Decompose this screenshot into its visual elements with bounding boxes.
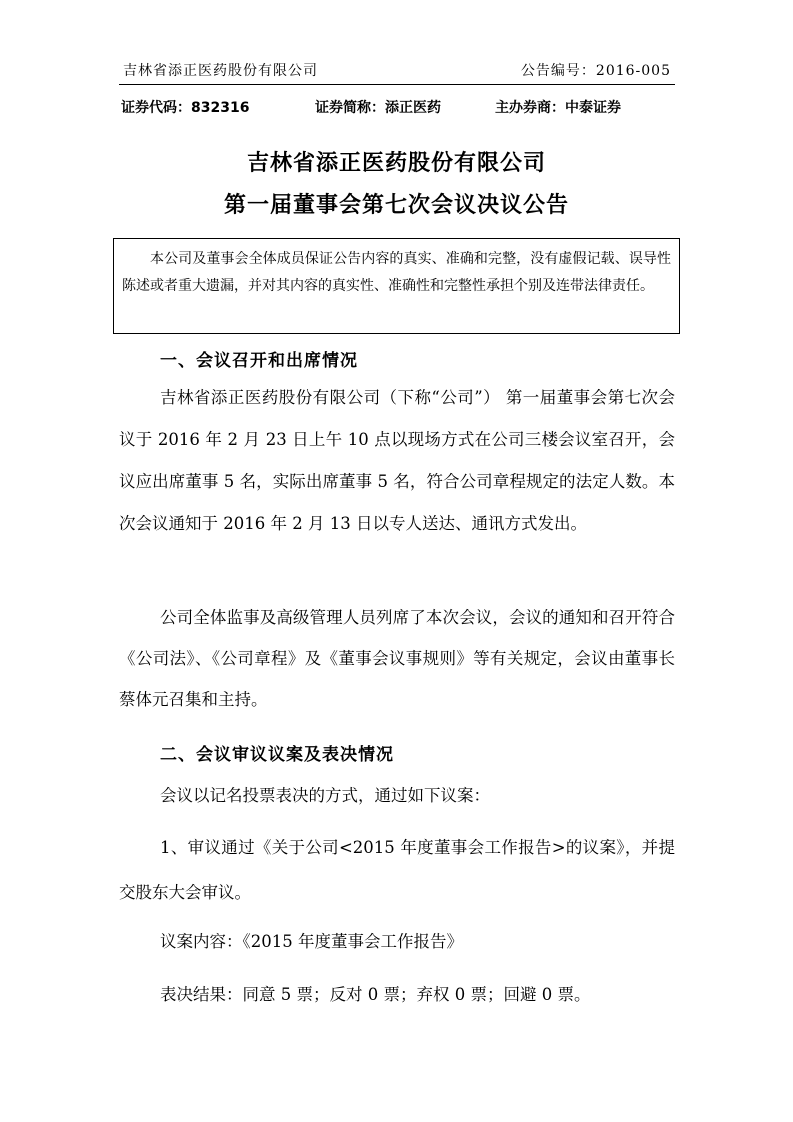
sponsor-broker: 主办券商：中泰证券	[495, 100, 621, 116]
vote-result: 表决结果：同意 5 票；反对 0 票；弃权 0 票；回避 0 票。	[160, 985, 591, 1004]
header-company: 吉林省添正医药股份有限公司	[123, 63, 318, 79]
header-notice-number: 公告编号：2016-005	[520, 63, 671, 79]
securities-code: 证券代码：832316	[121, 100, 250, 116]
section1-heading: 一、会议召开和出席情况	[160, 351, 358, 371]
section1-paragraph-1: 吉林省添正医药股份有限公司（下称“公司”） 第一届董事会第七次会议于 2016 年 2 月 23 日上午 10 点以现场方式在公司三楼会议室召开，会议应出席董事 5 名，实际出席董事 5 名，符合公司章程规定的法定人数。本次会议通知于 2016 年 2 月 13 日以专人送达、通讯方式发出。	[119, 388, 675, 533]
motion-content: 议案内容：《2015 年度董事会工作报告》	[160, 932, 463, 951]
disclaimer-box: 本公司及董事会全体成员保证公告内容的真实、准确和完整，没有虚假记载、误导性陈述或者重大遗漏，并对其内容的真实性、准确性和完整性承担个别及连带法律责任。	[113, 238, 680, 334]
section2-intro: 会议以记名投票表决的方式，通过如下议案：	[160, 786, 490, 805]
title-company: 吉林省添正医药股份有限公司	[246, 151, 546, 176]
title-notice: 第一届董事会第七次会议决议公告	[223, 193, 569, 218]
securities-short-name: 证券简称：添正医药	[315, 100, 441, 116]
page-header	[119, 56, 675, 85]
securities-info	[119, 97, 675, 119]
section1-paragraph-2: 公司全体监事及高级管理人员列席了本次会议，会议的通知和召开符合《公司法》、《公司章程》及《董事会议事规则》等有关规定，会议由董事长蔡体元召集和主持。	[119, 608, 675, 709]
section2-heading: 二、会议审议议案及表决情况	[160, 745, 394, 765]
motion-item-1: 1、审议通过《关于公司<2015 年度董事会工作报告>的议案》，并提交股东大会审议。	[119, 838, 675, 902]
